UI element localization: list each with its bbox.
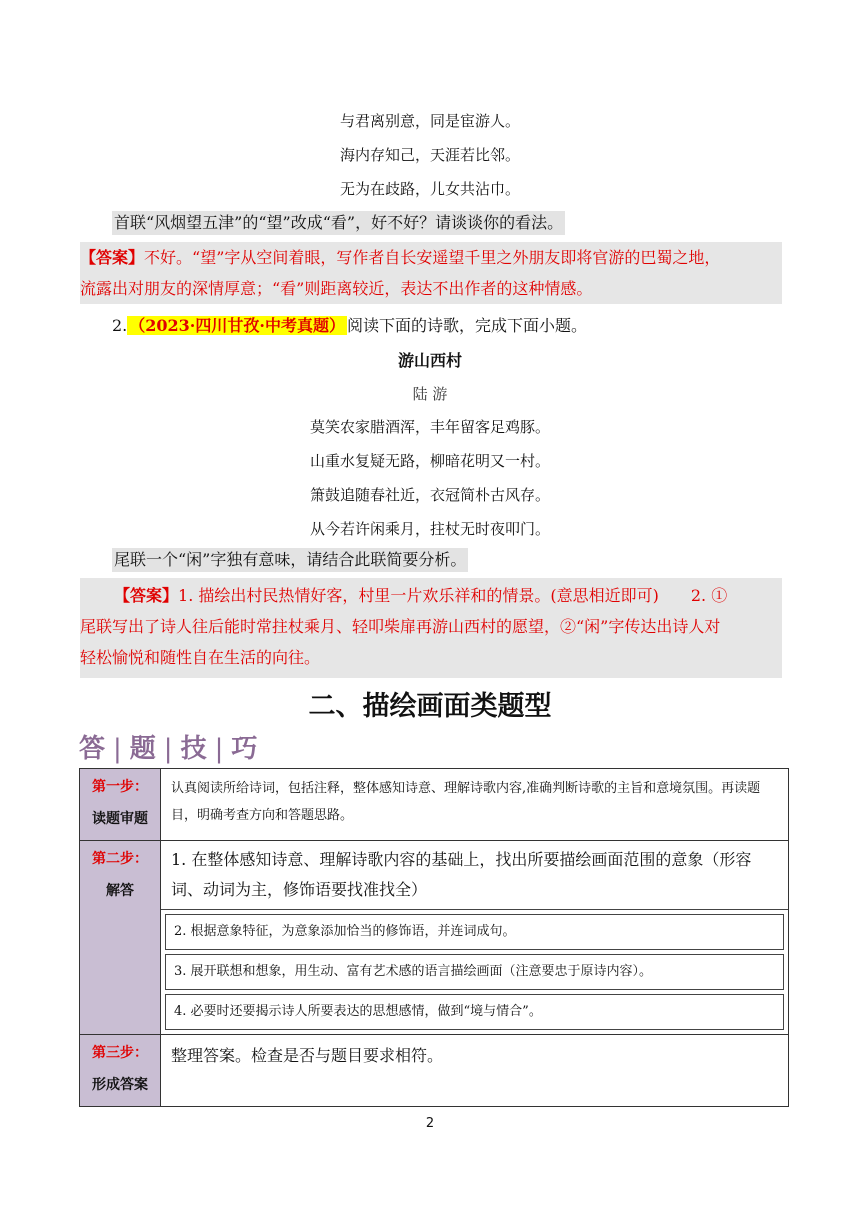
tips-char-3: 技	[180, 734, 209, 764]
step-1-body	[161, 769, 789, 841]
step-row-1	[80, 769, 789, 841]
tips-title	[79, 728, 259, 765]
page-number: 2	[425, 1116, 435, 1131]
step-2-body	[161, 841, 789, 1035]
q1-answer-line-1	[80, 242, 782, 273]
q2-question: 尾联一个“闲”字独有意味，请结合此联简要分析。	[112, 548, 468, 572]
poem2-title: 游山西村	[397, 351, 462, 370]
tips-separator-3: |	[214, 734, 226, 764]
step-2-name: 解答	[106, 883, 134, 899]
steps-table	[79, 768, 789, 1107]
poem2-line-2: 山重水复疑无路，柳暗花明又一村。	[309, 452, 550, 470]
poem2-author: 陆 游	[412, 385, 448, 403]
step-2-label: 第二步：	[92, 851, 148, 867]
step-row-2	[80, 841, 789, 1035]
step-2-item-3: 3. 展开联想和想象，用生动、富有艺术感的语言描绘画面（注意要忠于原诗内容）。	[165, 954, 784, 990]
step-2-item-2: 2. 根据意象特征，为意象添加恰当的修饰语，并连词成句。	[165, 914, 784, 950]
step-2-item-4: 4. 必要时还要揭示诗人所要表达的思想感情，做到“境与情合”。	[165, 994, 784, 1030]
step-1-label: 第一步：	[92, 779, 148, 795]
step-3-body	[161, 1035, 789, 1107]
step-3-name: 形成答案	[92, 1077, 148, 1093]
q1-question: 首联“风烟望五津”的“望”改成“看”，好不好？请谈谈你的看法。	[112, 211, 565, 235]
q1-answer-tag: 【答案】	[80, 248, 145, 267]
section-title: 二、描绘画面类题型	[308, 691, 552, 722]
q2-source: （2023·四川甘孜·中考真题）	[129, 316, 345, 335]
step-2-item-1: 1. 在整体感知诗意、理解诗歌内容的基础上，找出所要描绘画面范围的意象（形容词、动词为主，修饰语要找准找全）	[161, 841, 788, 910]
poem1-line-2: 海内存知己，天涯若比邻。	[339, 146, 520, 164]
tips-separator-1: |	[113, 734, 124, 764]
q2-header	[112, 313, 587, 339]
tips-char-2: 题	[129, 734, 158, 764]
step-3-head	[80, 1035, 161, 1107]
step-3-item-1: 整理答案。检查是否与题目要求相符。	[171, 1046, 444, 1065]
step-row-3	[80, 1035, 789, 1107]
q2-answer-line-3: 轻松愉悦和随性自在生活的向往。	[80, 648, 321, 667]
step-1-head	[80, 769, 161, 841]
q1-answer-box	[80, 242, 782, 304]
poem2-line-1: 莫笑农家腊酒浑，丰年留客足鸡豚。	[309, 418, 550, 436]
poem1-line-3: 无为在歧路，儿女共沾巾。	[339, 180, 520, 198]
tips-char-4: 巧	[231, 734, 260, 764]
step-1-item-1: 认真阅读所给诗词，包括注释，整体感知诗意、理解诗歌内容,准确判断诗歌的主旨和意境氛围。再读题目，明确考查方向和答题思路。	[171, 781, 761, 823]
poem2-line-4: 从今若许闲乘月，拄杖无时夜叩门。	[309, 520, 550, 538]
poem1-line-1: 与君离别意，同是宦游人。	[339, 112, 520, 130]
step-3-label: 第三步：	[92, 1045, 148, 1061]
tips-separator-2: |	[163, 734, 175, 764]
q1-answer-line-2: 流露出对朋友的深情厚意；“看”则距离较近，表达不出作者的这种情感。	[80, 279, 593, 298]
q1-answer-text-1: 不好。“望”字从空间着眼，写作者自长安遥望千里之外朋友即将官游的巴蜀之地，	[144, 248, 721, 267]
q2-answer-box	[80, 578, 782, 678]
q2-answer-text-1: 1. 描绘出村民热情好客，村里一片欢乐祥和的情景。(意思相近即可) 2. ①	[178, 586, 728, 605]
q2-number: 2.	[112, 316, 128, 335]
q2-answer-line-1	[80, 580, 782, 611]
q2-instruction: 阅读下面的诗歌，完成下面小题。	[346, 316, 587, 335]
tips-char-1: 答	[79, 734, 108, 764]
poem2-line-3: 箫鼓追随春社近，衣冠简朴古风存。	[309, 486, 550, 504]
q2-answer-tag: 【答案】	[114, 586, 179, 605]
step-1-name: 读题审题	[92, 811, 148, 827]
q2-answer-line-2: 尾联写出了诗人往后能时常拄杖乘月、轻叩柴扉再游山西村的愿望，②“闲”字传达出诗人对	[80, 617, 721, 636]
step-2-head	[80, 841, 161, 1035]
